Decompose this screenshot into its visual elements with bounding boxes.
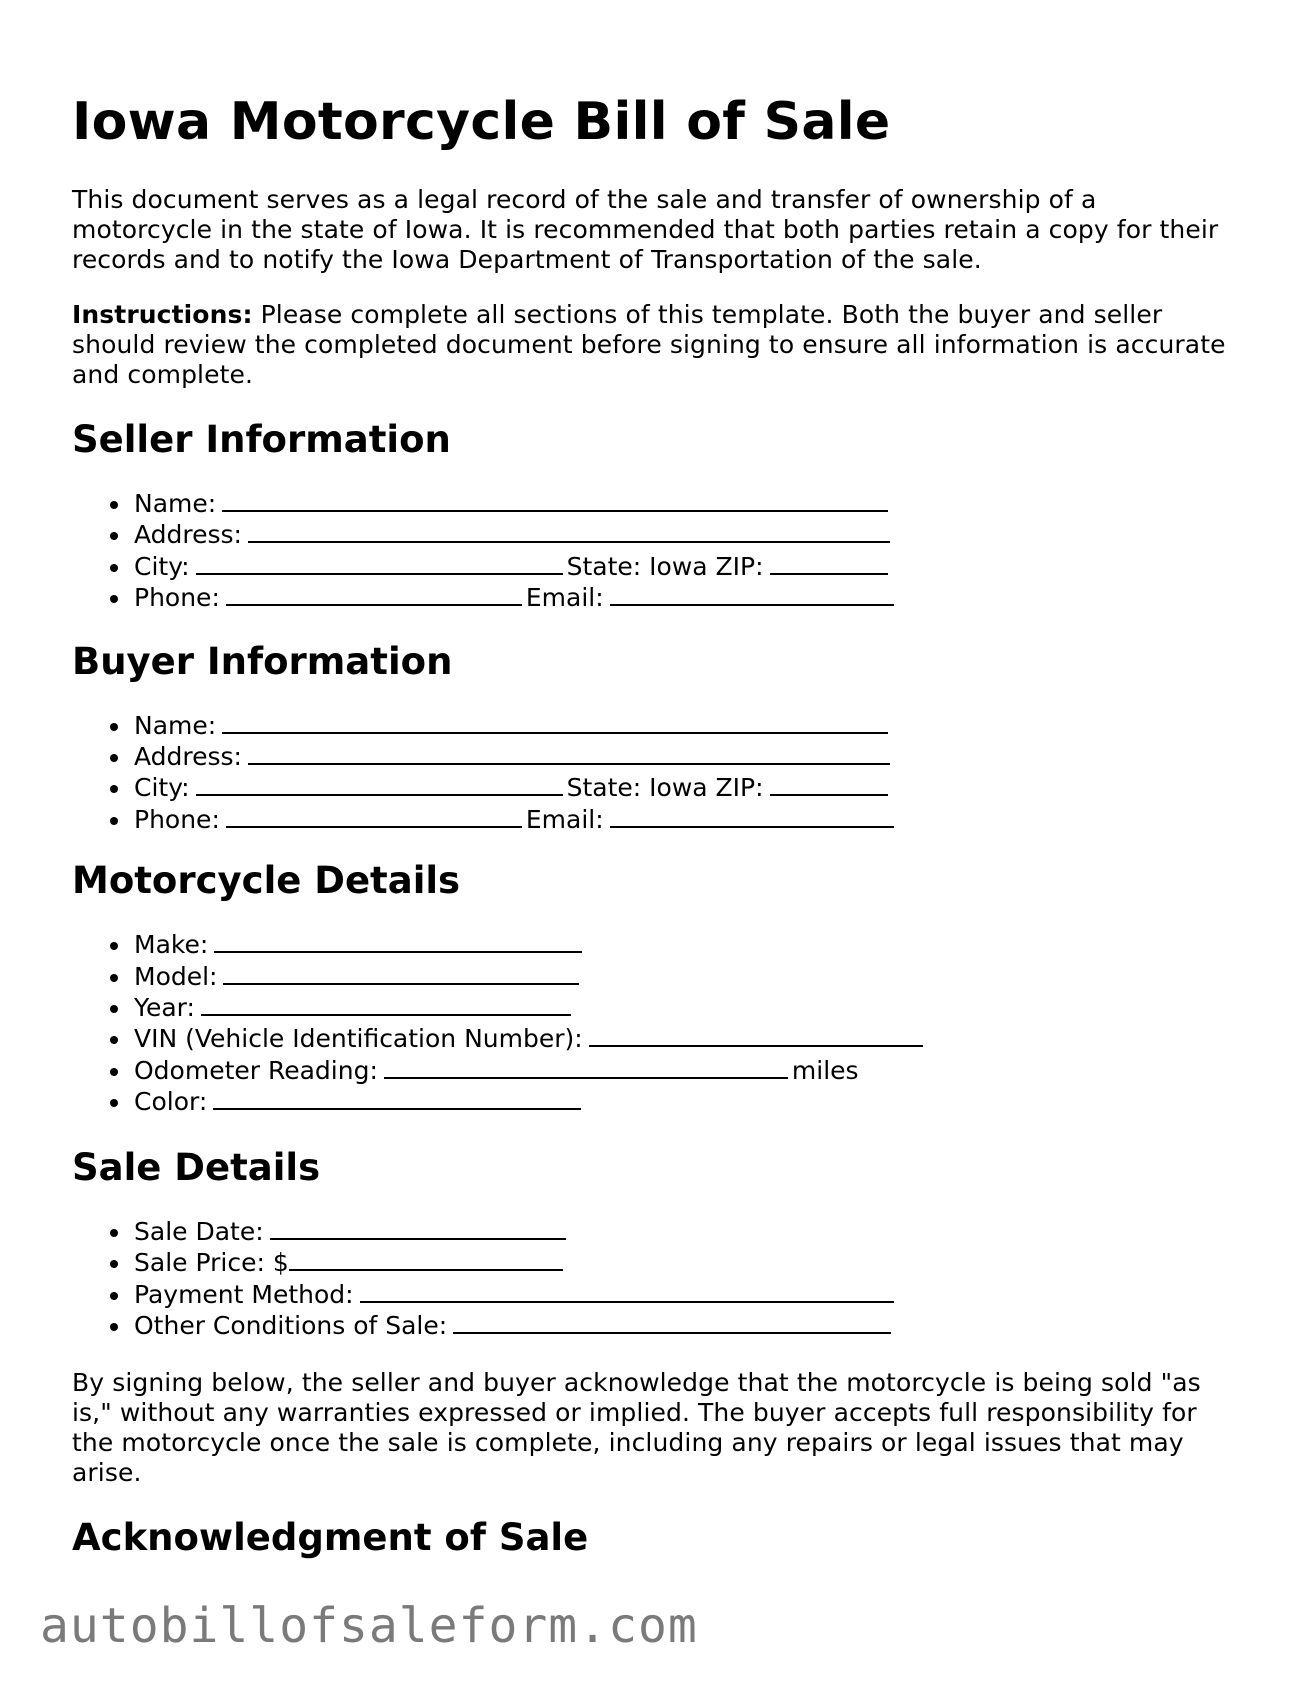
buyer-address-field[interactable] [248,741,890,765]
instructions-label: Instructions: [72,300,253,329]
make-label: Make: [134,930,209,960]
year-label: Year: [134,993,195,1023]
list-item [134,1216,1232,1247]
buyer-fields [72,710,1232,836]
seller-heading: Seller Information [72,418,451,461]
list-item [134,488,1232,519]
seller-email-field[interactable] [610,582,894,606]
payment-method-label: Payment Method: [134,1279,354,1309]
other-conditions-field[interactable] [453,1310,891,1334]
buyer-heading: Buyer Information [72,639,453,683]
watermark: autobillofsaleform.com [40,1598,698,1654]
list-item [134,1086,1232,1117]
seller-name-field[interactable] [222,488,888,512]
list-item [134,1310,1232,1341]
list-item [134,741,1232,772]
list-item [134,961,1232,992]
sale-date-label: Sale Date: [134,1216,264,1246]
list-item [134,551,1232,582]
sale-date-field[interactable] [270,1216,566,1240]
acknowledgment-paragraph: By signing below, the seller and buyer acknowledge that the motorcycle is being sold "as is," without any warranties expressed or implied. The buyer accepts full responsibility for the motorcycle once the sale is complete, including any repairs or legal issues that may arise. [72,1368,1201,1488]
list-item [134,992,1232,1023]
buyer-city-field[interactable] [196,772,563,796]
list-item [134,1247,1232,1278]
seller-email-label: Email: [525,583,604,613]
odometer-unit: miles [791,1055,859,1085]
seller-zip-field[interactable] [770,551,888,575]
buyer-email-field[interactable] [610,804,894,828]
list-item [134,804,1232,835]
seller-address-field[interactable] [248,519,890,543]
instructions-text: Please complete all sections of this template. Both the buyer and seller should review the completed document before signing to ensure all information is accurate and complete. [72,300,1226,389]
seller-fields [72,488,1232,614]
seller-city-field[interactable] [196,551,563,575]
seller-city-label: City: [134,551,190,581]
list-item [134,1279,1232,1310]
list-item [134,582,1232,613]
intro-paragraph: This document serves as a legal record of the sale and transfer of ownership of a motorcycle in the state of Iowa. It is recommended that both parties retain a copy for their records and to notify the Iowa Department of Transportation of the sale. [72,185,1219,274]
list-item [134,1055,1232,1086]
seller-phone-label: Phone: [134,583,220,613]
document-page [72,0,1232,1560]
list-item [134,929,1232,960]
motorcycle-heading: Motorcycle Details [72,859,461,903]
odometer-field[interactable] [384,1055,788,1079]
list-item [134,1023,1232,1054]
buyer-name-label: Name: [134,710,217,740]
other-conditions-label: Other Conditions of Sale: [134,1310,448,1340]
color-field[interactable] [213,1086,581,1110]
vin-label: VIN (Vehicle Identification Number): [134,1024,583,1054]
sale-heading: Sale Details [72,1145,321,1189]
buyer-state-label: State: Iowa ZIP: [566,773,764,803]
buyer-phone-field[interactable] [226,804,522,828]
color-label: Color: [134,1087,208,1117]
list-item [134,772,1232,803]
model-label: Model: [134,961,218,991]
list-item [134,710,1232,741]
motorcycle-fields [72,929,1232,1117]
sale-price-field[interactable] [289,1247,563,1271]
acknowledgment-heading: Acknowledgment of Sale [72,1516,589,1560]
vin-field[interactable] [589,1023,923,1047]
buyer-email-label: Email: [525,804,604,834]
sale-price-label: Sale Price: $ [134,1248,289,1278]
odometer-label: Odometer Reading: [134,1055,378,1085]
sale-fields [72,1216,1232,1342]
buyer-address-label: Address: [134,742,242,772]
model-field[interactable] [223,961,579,985]
buyer-city-label: City: [134,773,190,803]
seller-name-label: Name: [134,489,217,518]
page-title: Iowa Motorcycle Bill of Sale [72,92,891,152]
seller-address-label: Address: [134,520,242,550]
list-item [134,519,1232,550]
buyer-name-field[interactable] [222,710,888,734]
buyer-zip-field[interactable] [770,772,888,796]
make-field[interactable] [214,929,582,953]
year-field[interactable] [201,992,571,1016]
payment-method-field[interactable] [360,1279,894,1303]
instructions-paragraph [72,300,1232,390]
seller-phone-field[interactable] [226,582,522,606]
buyer-phone-label: Phone: [134,804,220,834]
seller-state-label: State: Iowa ZIP: [566,551,764,581]
